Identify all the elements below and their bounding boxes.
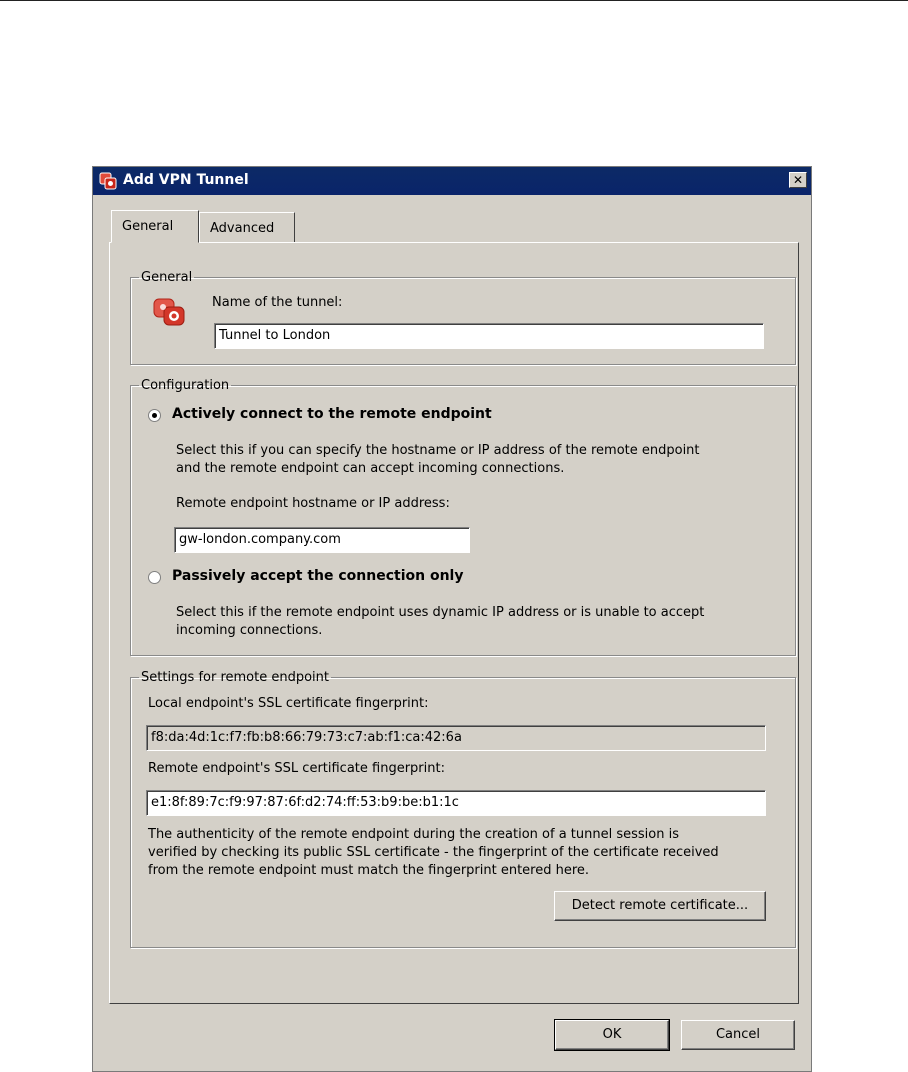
remote-fingerprint-input[interactable]: e1:8f:89:7c:f9:97:87:6f:d2:74:ff:53:b9:be:b1:1c	[146, 790, 766, 816]
tab-advanced-label: Advanced	[210, 221, 275, 236]
local-fingerprint-label: Local endpoint's SSL certificate fingerprint:	[148, 696, 429, 711]
general-group	[130, 270, 796, 365]
configuration-group-legend: Configuration	[141, 378, 230, 393]
local-fingerprint-field: f8:da:4d:1c:f7:fb:b8:66:79:73:c7:ab:f1:ca:42:6a	[146, 725, 766, 751]
remote-settings-legend: Settings for remote endpoint	[141, 670, 330, 685]
remote-host-input[interactable]: gw-london.company.com	[174, 527, 470, 553]
passive-desc-line1: Select this if the remote endpoint uses dynamic IP address or is unable to accept	[176, 605, 705, 620]
tab-general[interactable]	[111, 210, 199, 243]
ok-button[interactable]: OK	[555, 1020, 669, 1050]
info-line1: The authenticity of the remote endpoint during the creation of a tunnel session is	[148, 827, 679, 842]
vpn-tunnel-icon	[99, 172, 117, 190]
tunnel-name-label: Name of the tunnel:	[212, 295, 343, 310]
close-button[interactable]	[789, 172, 807, 188]
active-connect-radio[interactable]	[148, 409, 161, 422]
passive-desc-line2: incoming connections.	[176, 623, 323, 638]
active-connect-label[interactable]: Actively connect to the remote endpoint	[172, 406, 492, 422]
active-desc-line1: Select this if you can specify the hostname or IP address of the remote endpoint	[176, 443, 700, 458]
passive-accept-label[interactable]: Passively accept the connection only	[172, 568, 464, 584]
vpn-tunnel-icon	[152, 295, 186, 329]
info-line3: from the remote endpoint must match the fingerprint entered here.	[148, 863, 590, 878]
general-tab-panel	[109, 242, 799, 1004]
remote-fingerprint-label: Remote endpoint's SSL certificate fingerprint:	[148, 761, 445, 776]
close-icon: ✕	[792, 173, 804, 187]
cancel-button[interactable]: Cancel	[681, 1020, 795, 1050]
title-bar	[93, 167, 811, 195]
tab-general-label: General	[122, 219, 174, 234]
window-title: Add VPN Tunnel	[123, 172, 249, 188]
tunnel-name-input[interactable]: Tunnel to London	[214, 323, 764, 349]
passive-accept-radio[interactable]	[148, 571, 161, 584]
top-divider	[0, 0, 908, 1]
info-line2: verified by checking its public SSL certificate - the fingerprint of the certificate received	[148, 845, 719, 860]
remote-host-label: Remote endpoint hostname or IP address:	[176, 496, 450, 511]
add-vpn-tunnel-dialog	[92, 166, 812, 1072]
general-group-legend: General	[141, 270, 193, 285]
active-desc-line2: and the remote endpoint can accept incoming connections.	[176, 461, 565, 476]
detect-certificate-button[interactable]: Detect remote certificate...	[554, 891, 766, 921]
tab-advanced[interactable]	[199, 212, 295, 242]
